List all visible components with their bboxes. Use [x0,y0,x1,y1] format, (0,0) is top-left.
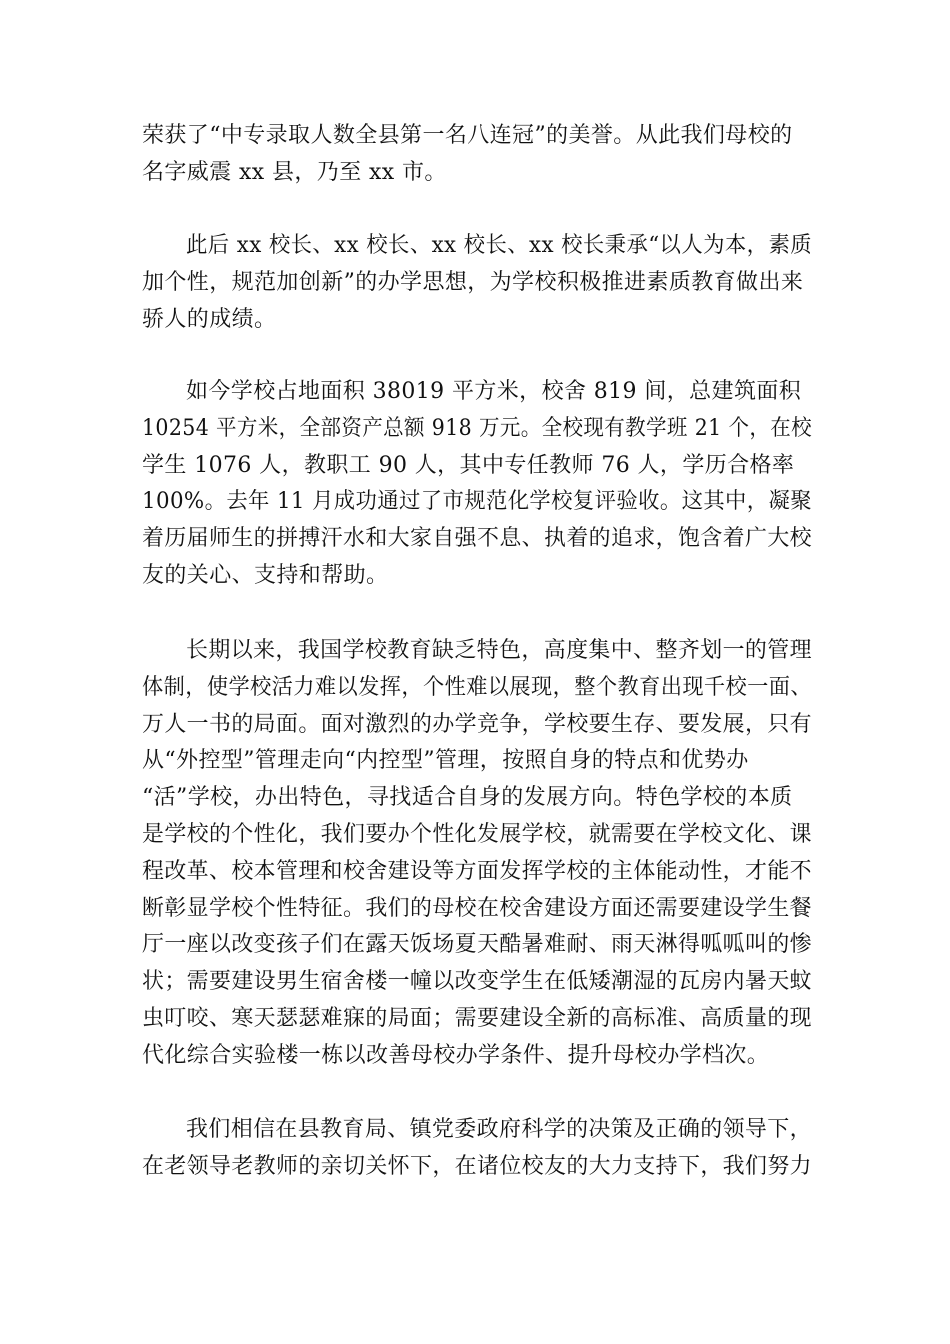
paragraph-1 [142,118,812,192]
paragraph-2 [142,228,812,338]
paragraph-line: 10254 平方米，全部资产总额 918 万元。全校现有教学班 21 个，在校 [142,415,812,441]
paragraph-line: 状；需要建设男生宿舍楼一幢以改变学生在低矮潮湿的瓦房内暑天蚊 [142,969,812,995]
paragraph-line: “活”学校，办出特色，寻找适合自身的发展方向。特色学校的本质 [142,785,793,811]
paragraph-line: 是学校的个性化，我们要办个性化发展学校，就需要在学校文化、课 [142,821,812,847]
paragraph-line: 加个性，规范加创新”的办学思想，为学校积极推进素质教育做出来 [142,269,804,295]
paragraph-line: 此后 xx 校长、xx 校长、xx 校长、xx 校长秉承“以人为本，素质 [186,233,812,258]
paragraph-line: 断彰显学校个性特征。我们的母校在校舍建设方面还需要建设学生餐 [142,895,812,921]
paragraph-line: 着历届师生的拼搏汗水和大家自强不息、执着的追求，饱含着广大校 [142,526,812,552]
paragraph-line: 我们相信在县教育局、镇党委政府科学的决策及正确的领导下， [186,1117,812,1142]
paragraph-line: 程改革、校本管理和校舍建设等方面发挥学校的主体能动性，才能不 [142,858,812,884]
paragraph-line: 从“外控型”管理走向“内控型”管理，按照自身的特点和优势办 [142,748,749,774]
paragraph-line: 万人一书的局面。面对激烈的办学竞争，学校要生存、要发展，只有 [142,711,812,737]
paragraph-line: 体制，使学校活力难以发挥，个性难以展现，整个教育出现千校一面、 [142,674,812,700]
paragraph-4 [142,633,812,1075]
paragraph-line: 100%。去年 11 月成功通过了市规范化学校复评验收。这其中，凝聚 [142,489,812,515]
paragraph-line: 代化综合实验楼一栋以改善母校办学条件、提升母校办学档次。 [142,1042,770,1068]
paragraph-3 [142,374,812,595]
paragraph-line: 学生 1076 人，教职工 90 人，其中专任教师 76 人，学历合格率 [142,452,795,478]
paragraph-line: 友的关心、支持和帮助。 [142,562,389,588]
paragraph-line: 在老领导老教师的亲切关怀下，在诸位校友的大力支持下，我们努力 [142,1153,812,1179]
paragraph-line: 如今学校占地面积 38019 平方米，校舍 819 间，总建筑面积 [186,379,802,404]
paragraph-line: 骄人的成绩。 [142,306,277,332]
paragraph-line: 厅一座以改变孩子们在露天饭场夏天酷暑难耐、雨天淋得呱呱叫的惨 [142,932,812,958]
paragraph-line: 荣获了“中专录取人数全县第一名八连冠”的美誉。从此我们母校的 [142,123,793,148]
paragraph-5 [142,1112,812,1186]
paragraph-line: 名字威震 xx 县，乃至 xx 市。 [142,159,447,185]
paragraph-line: 长期以来，我国学校教育缺乏特色，高度集中、整齐划一的管理 [186,638,812,663]
paragraph-line: 虫叮咬、寒天瑟瑟难寐的局面；需要建设全新的高标准、高质量的现 [142,1005,812,1031]
